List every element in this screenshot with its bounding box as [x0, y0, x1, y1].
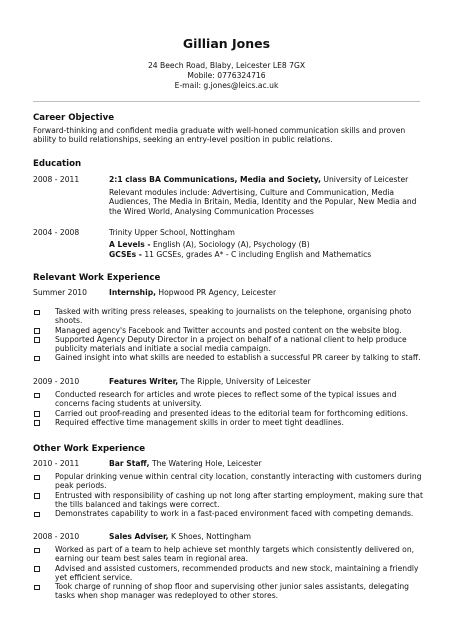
checkbox-bullet-icon — [34, 512, 40, 518]
job-org: Hopwood PR Agency, Leicester — [156, 288, 277, 297]
job-dates: 2008 - 2010 — [33, 532, 80, 541]
career-heading: Career Objective — [33, 113, 115, 123]
other-heading: Other Work Experience — [33, 444, 146, 454]
job-dates: 2009 - 2010 — [33, 377, 80, 386]
header-divider — [33, 101, 420, 102]
list-item: Took charge of running of shop floor and supervising other junior sales assistants, delegating tasks when shop manager was redeployed to other stores. — [33, 582, 423, 601]
edu-dates-1: 2008 - 2011 — [33, 175, 80, 184]
list-item: Demonstrates capability to work in a fast-paced environment faced with competing demands. — [33, 509, 423, 518]
email: E-mail: g.jones@leics.ac.uk — [174, 81, 279, 90]
relevant-heading: Relevant Work Experience — [33, 273, 161, 283]
edu-dates-2: 2004 - 2008 — [33, 228, 80, 237]
checkbox-bullet-icon — [34, 310, 40, 316]
job-title — [109, 459, 421, 468]
edu-gcses — [109, 250, 421, 259]
job-role: Sales Adviser, — [109, 532, 169, 541]
applicant-name: Gillian Jones — [182, 36, 271, 51]
checkbox-bullet-icon — [34, 548, 40, 554]
career-text: Forward-thinking and confident media graduate with well-honed communication skills and proven ability to build relationships, seeking an entry-level position in public relations. — [33, 126, 406, 145]
checkbox-bullet-icon — [34, 328, 40, 334]
job-org: K Shoes, Nottingham — [168, 532, 251, 541]
edu-degree — [109, 175, 421, 184]
job-bullets — [33, 472, 423, 518]
job-org: The Ripple, University of Leicester — [178, 377, 311, 386]
list-item: Carried out proof-reading and presented ideas to the editorial team for forthcoming editions. — [33, 409, 423, 418]
edu-alevels-text: English (A), Sociology (A), Psychology (B) — [150, 240, 310, 249]
checkbox-bullet-icon — [34, 393, 40, 399]
list-item: Advised and assisted customers, recommended products and new stock, maintaining a friendly yet efficient service. — [33, 564, 423, 583]
job-org: The Watering Hole, Leicester — [149, 459, 262, 468]
checkbox-bullet-icon — [34, 566, 40, 572]
list-item: Required effective time management skills in order to meet tight deadlines. — [33, 418, 423, 427]
list-item: Supported Agency Deputy Director in a project on behalf of a national client to help produce publicity materials and initiate a social media campaign. — [33, 335, 423, 354]
job-title — [109, 377, 421, 386]
job-bullets — [33, 307, 423, 363]
edu-modules: Relevant modules include: Advertising, Culture and Communication, Media Audiences, The Media in Britain, Media, Identity and the Popular, New Media and the Wired World, Analysing Communication Processes — [109, 188, 417, 216]
list-item: Popular drinking venue within central city location, constantly interacting with customers during peak periods. — [33, 472, 423, 491]
job-title — [109, 532, 421, 541]
job-title — [109, 288, 421, 297]
job-dates: 2010 - 2011 — [33, 459, 80, 468]
list-item: Gained insight into what skills are needed to establish a successful PR career by talking to staff. — [33, 353, 423, 362]
list-item: Conducted research for articles and wrote pieces to reflect some of the typical issues and concerns facing students at university. — [33, 390, 423, 409]
edu-alevels-label: A Levels - — [109, 240, 151, 249]
job-role: Features Writer, — [109, 377, 179, 386]
contact-block — [0, 61, 453, 91]
edu-degree-place: University of Leicester — [320, 175, 409, 184]
checkbox-bullet-icon — [34, 420, 40, 426]
checkbox-bullet-icon — [34, 475, 40, 481]
edu-gcses-label: GCSEs - — [109, 250, 142, 259]
checkbox-bullet-icon — [34, 337, 40, 343]
mobile: Mobile: 0776324716 — [187, 71, 266, 80]
list-item: Tasked with writing press releases, speaking to journalists on the telephone, organising photo shoots. — [33, 307, 423, 326]
job-role: Bar Staff, — [109, 459, 150, 468]
edu-school: Trinity Upper School, Nottingham — [109, 228, 235, 237]
checkbox-bullet-icon — [34, 493, 40, 499]
job-bullets — [33, 545, 423, 601]
job-bullets — [33, 390, 423, 427]
education-heading: Education — [33, 159, 82, 169]
list-item: Entrusted with responsibility of cashing up not long after starting employment, making sure that the tills balanced and takings were correct. — [33, 491, 423, 510]
address: 24 Beech Road, Blaby, Leicester LE8 7GX — [147, 61, 306, 70]
list-item: Managed agency's Facebook and Twitter accounts and posted content on the website blog. — [33, 326, 423, 335]
edu-degree-title: 2:1 class BA Communications, Media and Society, — [109, 175, 321, 184]
list-item: Worked as part of a team to help achieve set monthly targets which consistently delivered on, earning our team best sales team in regional area. — [33, 545, 423, 564]
checkbox-bullet-icon — [34, 585, 40, 591]
edu-gcses-text: 11 GCSEs, grades A* - C including English and Mathematics — [141, 250, 372, 259]
checkbox-bullet-icon — [34, 411, 40, 417]
job-role: Internship, — [109, 288, 157, 297]
checkbox-bullet-icon — [34, 356, 40, 362]
job-dates: Summer 2010 — [33, 288, 87, 297]
edu-alevels — [109, 240, 421, 249]
